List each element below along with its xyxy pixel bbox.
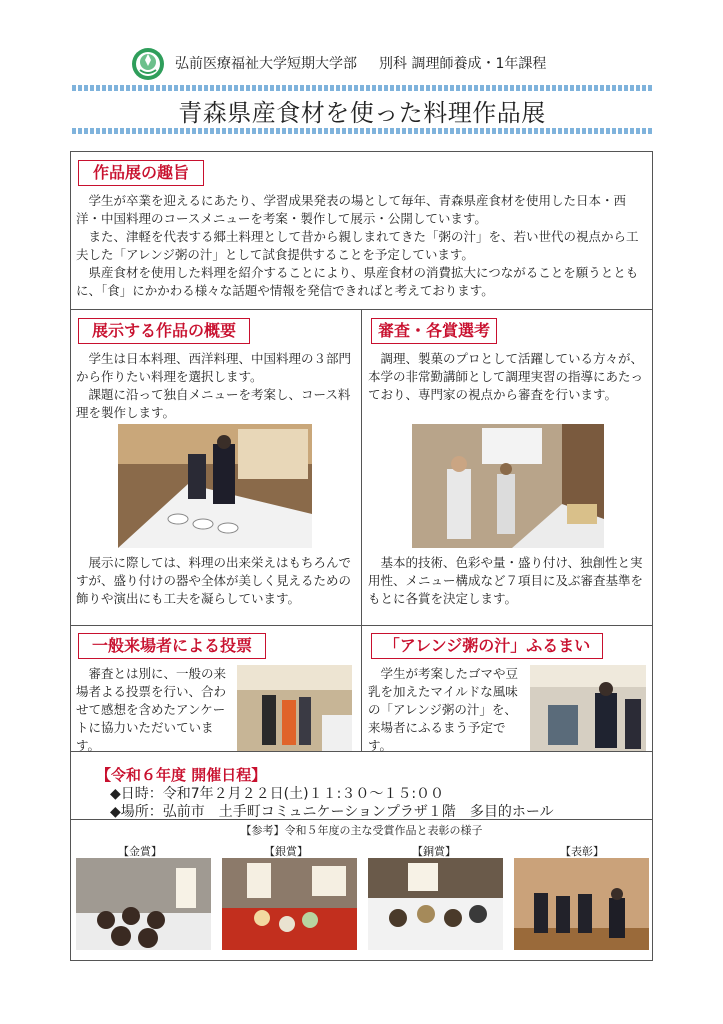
- divider: [70, 625, 653, 626]
- divider: [361, 309, 362, 751]
- arrange-text: [368, 665, 518, 755]
- award-label-gold: 【金賞】: [118, 845, 162, 858]
- title-stripe-top: [72, 85, 652, 91]
- silver-award-photo: [222, 858, 357, 950]
- overview-text: [76, 350, 356, 422]
- vote-text: [76, 665, 226, 755]
- vote-paragraph: 審査とは別に、一般の来場者よる投票を行い、合わせて感想を含めたアンケートに協力いただいています。: [76, 666, 227, 753]
- vote-photo: [237, 665, 352, 751]
- purpose-paragraph: 県産食材を使用した料理を紹介することにより、県産食材の消費拡大につながることを願うとともに、「食」にかかわる様々な話題や情報を発信できればと考えております。: [76, 265, 639, 298]
- arrange-paragraph: 学生が考案したゴマや豆乳を加えたマイルドな風味の「アレンジ粥の汁」を、来場者にふるまう予定です。: [368, 666, 519, 753]
- title-stripe-bottom: [72, 128, 652, 134]
- vote-heading: 一般来場者による投票: [78, 633, 266, 659]
- schedule-heading: 【令和６年度 開催日程】: [96, 766, 267, 784]
- award-label-bronze: 【銅賞】: [412, 845, 456, 858]
- judging-photo: [412, 424, 604, 548]
- overview-paragraph: 課題に沿って独自メニューを考案し、コース料理を製作します。: [76, 387, 351, 420]
- header-text: [175, 53, 546, 73]
- schedule-place: ◆場所：弘前市 土手町コミュニケーションプラザ１階 多目的ホール: [110, 804, 554, 820]
- award-label-ceremony: 【表彰】: [560, 845, 604, 858]
- gold-award-photo: [76, 858, 211, 950]
- judging-after-paragraph: 基本的技術、色彩や量・盛り付け、独創性と実用性、メニュー構成など７項目に及ぶ審査基準をもとに各賞を決定します。: [368, 555, 644, 606]
- purpose-paragraph: また、津軽を代表する郷土料理として昔から親しまれてきた「粥の汁」を、若い世代の視点から工夫した「アレンジ粥の汁」として試食提供することを予定しています。: [76, 229, 639, 262]
- purpose-heading: 作品展の趣旨: [78, 160, 204, 186]
- reference-title: 【参考】令和５年度の主な受賞作品と表彰の様子: [240, 824, 483, 837]
- school-name: 弘前医療福祉大学短期大学部: [175, 56, 357, 72]
- judging-after-text: [368, 554, 650, 608]
- purpose-paragraph: 学生が卒業を迎えるにあたり、学習成果発表の場として毎年、青森県産食材を使用した日本・西洋・中国料理のコースメニューを考案・製作して展示・公開しています。: [76, 193, 627, 226]
- overview-heading: 展示する作品の概要: [78, 318, 250, 344]
- overview-after-text: [76, 554, 358, 608]
- judging-paragraph: 調理、製菓のプロとして活躍している方々が、本学の非常勤講師として調理実習の指導にあたっており、専門家の視点から審査を行います。: [368, 351, 644, 402]
- ceremony-photo: [514, 858, 649, 950]
- schedule-date: ◆日時：令和7年２月２２日(土)１１:３０～１５:００: [110, 786, 445, 802]
- header: [0, 0, 723, 82]
- course-name: 別科 調理師養成・1年課程: [379, 56, 547, 72]
- exhibit-photo: [118, 424, 312, 548]
- overview-after-paragraph: 展示に際しては、料理の出来栄えはもちろんですが、盛り付けの器や全体が美しく見えるための飾りや演出にも工夫を凝らしています。: [76, 555, 352, 606]
- judging-text: [368, 350, 648, 404]
- page-title: 青森県産食材を使った料理作品展: [178, 99, 546, 127]
- arrange-photo: [530, 665, 646, 751]
- judging-heading: 審査・各賞選考: [371, 318, 497, 344]
- arrange-heading: 「アレンジ粥の汁」ふるまい: [371, 633, 603, 659]
- bronze-award-photo: [368, 858, 503, 950]
- award-label-silver: 【銀賞】: [264, 845, 308, 858]
- university-logo-icon: [128, 46, 168, 82]
- purpose-text: [76, 192, 648, 300]
- overview-paragraph: 学生は日本料理、西洋料理、中国料理の３部門から作りたい料理を選択します。: [76, 351, 352, 384]
